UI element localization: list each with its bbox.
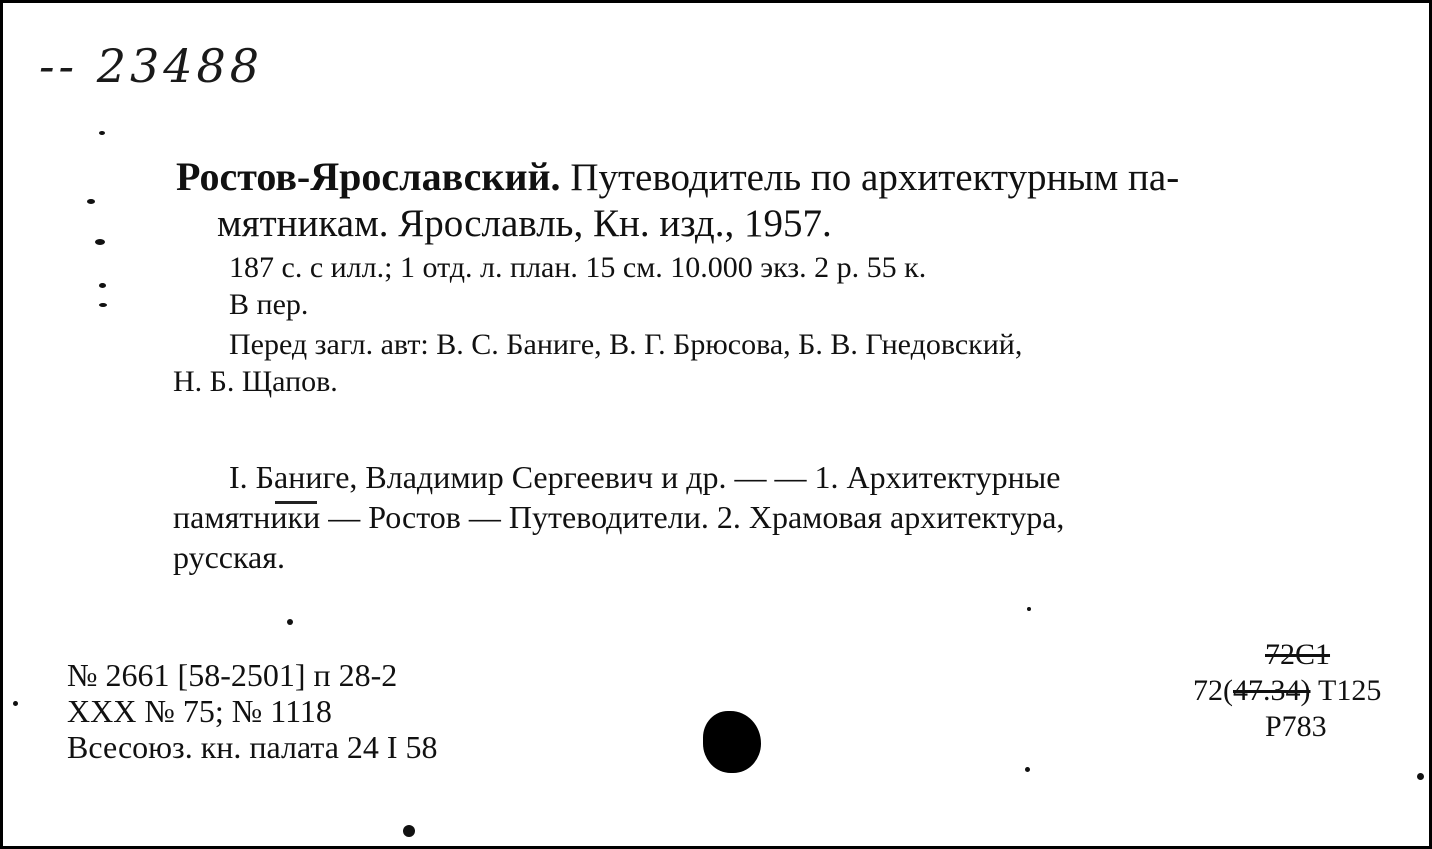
entry-authors-note-cont: Н. Б. Щапов. [173, 365, 338, 398]
ink-blot [703, 711, 761, 773]
classification-code [1193, 673, 1393, 709]
classification-struck-code: 72С1 [1265, 638, 1331, 671]
entry-authors-note: Перед загл. авт: В. С. Баниге, В. Г. Брюсова, Б. В. Гнедовский, [229, 328, 1023, 361]
speck [95, 239, 105, 245]
entry-heading: Ростов-Ярославский. [176, 154, 561, 199]
classification-block [1193, 637, 1393, 745]
entry-line-2: мятникам. Ярославль, Кн. изд., 1957. [217, 202, 832, 245]
entry-collation: 187 с. с илл.; 1 отд. л. план. 15 см. 10.000 экз. 2 р. 55 к. [229, 251, 927, 284]
classification-code-suffix: Т125 [1310, 674, 1382, 707]
speck [403, 825, 415, 837]
footer-chamber: Всесоюз. кн. палата 24 I 58 [67, 729, 438, 765]
classification-code-struck: 47.34) [1233, 674, 1311, 707]
entry-title-start: Путеводитель по архитектурным па- [570, 156, 1180, 199]
footer-registration: № 2661 [58-2501] п 28-2 [67, 657, 398, 693]
speck [1025, 767, 1030, 772]
tracing-line-3: русская. [173, 539, 285, 575]
footer-series: XXX № 75; № 1118 [67, 693, 332, 729]
speck [1027, 607, 1031, 611]
speck [87, 199, 95, 204]
speck [99, 131, 105, 135]
tracing-line-2: памятники — Ростов — Путеводители. 2. Храмовая архитектура, [173, 499, 1065, 535]
speck [99, 283, 106, 288]
speck [99, 303, 107, 307]
speck [13, 701, 18, 706]
entry-binding: В пер. [229, 288, 309, 321]
author-mark: Р783 [1265, 710, 1327, 743]
tracing-line-1: I. Баниге, Владимир Сергеевич и др. — — 1. Архитектурные [229, 459, 1061, 495]
handwritten-inventory-number: -- 23488 [39, 39, 264, 93]
classification-code-prefix: 72( [1193, 674, 1233, 707]
speck [1417, 773, 1424, 780]
entry-line-1 [176, 153, 1179, 200]
speck [287, 619, 293, 625]
